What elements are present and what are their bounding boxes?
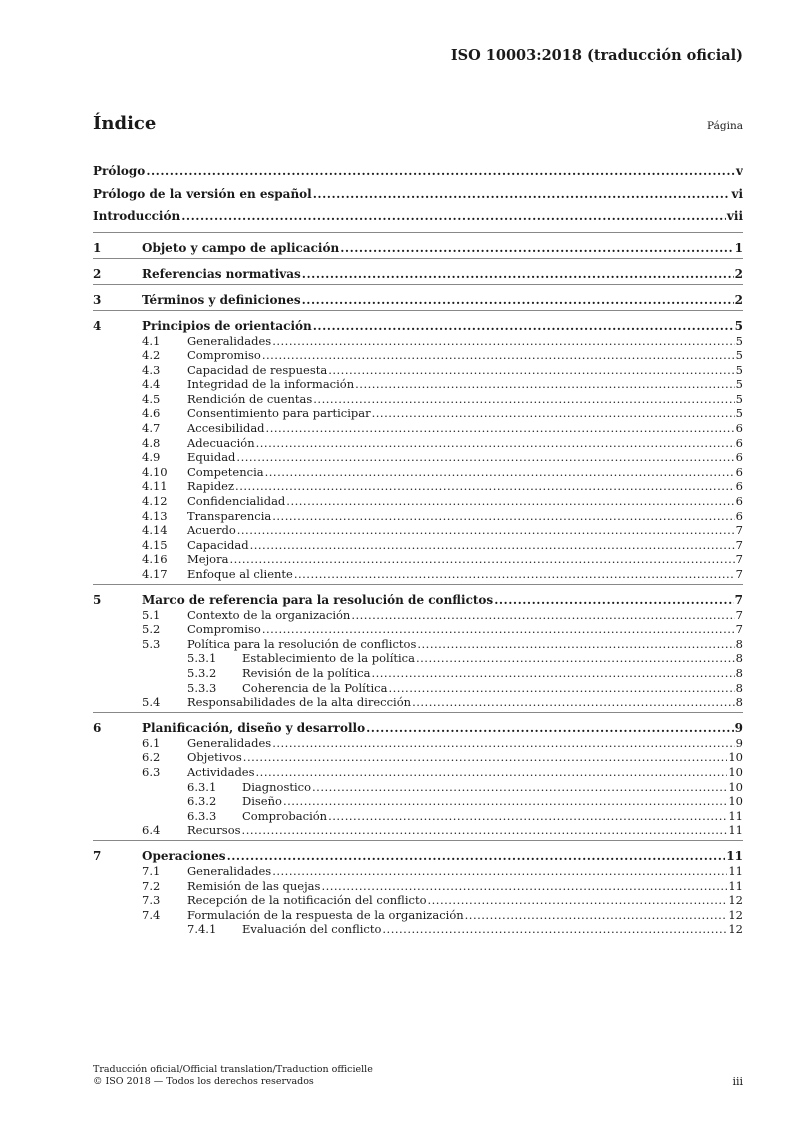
toc-entry[interactable] (93, 465, 743, 480)
toc-entry[interactable] (93, 608, 743, 623)
toc-entry-label: Equidad (187, 450, 236, 465)
toc-entry[interactable] (93, 241, 743, 256)
toc-entry-label: Contexto de la organización (187, 607, 351, 622)
toc-entry-page: 6 (735, 494, 743, 509)
dot-leader (321, 879, 727, 894)
toc-entry-page: 2 (734, 292, 743, 307)
dot-leader (417, 637, 734, 652)
toc-entry[interactable] (93, 823, 743, 838)
toc-entry-number: 1 (93, 240, 102, 255)
dot-leader (262, 622, 735, 637)
toc-entry-page: 8 (735, 636, 743, 651)
dot-leader (256, 765, 728, 780)
toc-entry-number: 5.3.3 (187, 680, 217, 695)
dot-leader (146, 164, 735, 179)
toc-entry-number: 6.3.2 (187, 794, 217, 809)
toc-entry-number: 6.3.3 (187, 808, 217, 823)
toc-entry-label: Coherencia de la Política (242, 680, 388, 695)
toc-entry[interactable] (93, 319, 743, 334)
toc-entry-label: Capacidad (187, 537, 249, 552)
toc-entry-number: 4.13 (142, 508, 168, 523)
toc-entry[interactable] (93, 450, 743, 465)
toc-entry-page: 7 (735, 607, 743, 622)
toc-entry[interactable] (93, 567, 743, 582)
toc-entry-page: 7 (735, 537, 743, 552)
toc-entry-page: 7 (735, 523, 743, 538)
toc-entry-page: 8 (735, 695, 743, 710)
toc-entry-page: 9 (735, 735, 743, 750)
toc-entry-page: 5 (735, 406, 743, 421)
dot-leader (313, 392, 734, 407)
dot-leader (465, 908, 728, 923)
dot-leader (294, 567, 735, 582)
toc-entry-number: 7.4 (142, 907, 161, 922)
toc-entry[interactable] (93, 392, 743, 407)
toc-entry-label: Responsabilidades de la alta dirección (187, 695, 412, 710)
toc-entry-label: Consentimiento para participar (187, 406, 371, 421)
toc-entry[interactable] (93, 494, 743, 509)
toc-entry-number: 7.3 (142, 893, 161, 908)
toc-entry-label: Diseño (242, 794, 282, 809)
toc-entry-label: Transparencia (187, 508, 272, 523)
toc-entry-number: 7 (93, 848, 102, 863)
dot-leader (229, 552, 734, 567)
toc-entry-page: 10 (728, 779, 743, 794)
toc-entry-number: 4.7 (142, 421, 161, 436)
section-divider (93, 258, 743, 259)
toc-entry-page: 8 (735, 651, 743, 666)
toc-entry[interactable] (93, 334, 743, 349)
toc-entry-label: Establecimiento de la política (242, 651, 415, 666)
toc-entry-label: Compromiso (187, 622, 261, 637)
toc-entry-number: 4.2 (142, 348, 161, 363)
toc-entry-number: 4.10 (142, 464, 168, 479)
toc-entry-page: 7 (735, 622, 743, 637)
toc-entry-number: 5.3.2 (187, 665, 217, 680)
toc-entry-page: 1 (734, 240, 743, 255)
toc-entry-label: Principios de orientación (142, 318, 312, 333)
toc-entry[interactable] (93, 908, 743, 923)
toc-entry-page: v (736, 164, 743, 178)
toc-entry-label: Objetivos (187, 750, 242, 765)
toc-entry-page: 5 (735, 333, 743, 348)
toc-entry-label: Compromiso (187, 348, 261, 363)
toc-entry-number: 4.3 (142, 362, 161, 377)
toc-entry-label: Actividades (187, 764, 255, 779)
dot-leader (181, 209, 726, 224)
toc-entry-number: 5.3 (142, 636, 161, 651)
toc-entry-page: 7 (735, 567, 743, 581)
toc-entry-page: 5 (735, 391, 743, 406)
toc-entry-label: Evaluación del conflicto (242, 922, 382, 937)
dot-leader (235, 479, 735, 494)
toc-entry[interactable] (93, 736, 743, 751)
toc-entry[interactable] (93, 436, 743, 451)
dot-leader (283, 794, 727, 809)
toc-entry-page: vi (731, 186, 743, 201)
dot-leader (328, 363, 734, 378)
toc-entry-number: 7.1 (142, 863, 161, 878)
toc-entry-number: 4.17 (142, 567, 168, 581)
toc-entry[interactable] (93, 421, 743, 436)
dot-leader (355, 377, 735, 392)
toc-entry-number: 7.2 (142, 878, 161, 893)
toc-entry-page: 10 (728, 764, 743, 779)
toc-entry[interactable] (93, 864, 743, 879)
dot-leader (237, 523, 735, 538)
dot-leader (313, 319, 734, 334)
toc-entry[interactable] (93, 538, 743, 553)
toc-entry-label: Referencias normativas (142, 266, 301, 281)
toc-entry-number: 5 (93, 592, 102, 607)
toc-entry-label: Rapidez (187, 479, 235, 494)
toc-entry-label: Diagnostico (242, 779, 312, 794)
toc-entry[interactable] (93, 681, 743, 696)
toc-entry-label: Recepción de la notificación del conflicto (187, 893, 427, 908)
toc-entry[interactable] (93, 695, 743, 710)
toc-entry-number: 4.1 (142, 333, 161, 348)
toc-entry-number: 4.4 (142, 377, 161, 392)
dot-leader (265, 465, 735, 480)
toc-entry-number: 3 (93, 292, 102, 307)
dot-leader (243, 750, 728, 765)
toc-entry-label: Política para la resolución de conflictos (187, 636, 417, 651)
toc-entry[interactable] (93, 348, 743, 363)
dot-leader (266, 421, 735, 436)
toc-entry-page: 7 (735, 552, 743, 567)
toc-entry-label: Marco de referencia para la resolución de conflictos (142, 592, 494, 607)
dot-leader (302, 267, 734, 282)
toc-entry-label: Introducción (93, 209, 181, 223)
toc-entry-page: 6 (735, 435, 743, 450)
toc-entry-number: 5.1 (142, 607, 161, 622)
section-divider (93, 310, 743, 311)
toc-entry-number: 4.8 (142, 435, 161, 450)
toc-entry-page: 11 (728, 863, 743, 878)
dot-leader (256, 436, 735, 451)
toc-entry[interactable] (93, 893, 743, 908)
toc-entry-page: 12 (728, 893, 743, 908)
toc-entry[interactable] (93, 593, 743, 608)
toc-entry-number: 4 (93, 318, 102, 333)
toc-entry-label: Integridad de la información (187, 377, 355, 392)
toc-entry-page: 6 (735, 450, 743, 465)
toc-entry-label: Confidencialidad (187, 494, 286, 509)
toc-entry-page: 5 (735, 362, 743, 377)
toc-entry-page: 6 (735, 508, 743, 523)
toc-entry-number: 6.1 (142, 735, 161, 750)
toc-entry-label: Términos y definiciones (142, 292, 301, 307)
toc-entry-number: 4.5 (142, 391, 161, 406)
toc-entry-number: 7.4.1 (187, 922, 217, 937)
toc-entry-page: 2 (734, 266, 743, 281)
dot-leader (250, 538, 735, 553)
toc-entry[interactable] (93, 809, 743, 824)
toc-entry-page: 5 (735, 348, 743, 363)
dot-leader (428, 893, 728, 908)
toc-entry[interactable] (93, 267, 743, 282)
toc-entry[interactable] (93, 622, 743, 637)
toc-entry[interactable] (93, 794, 743, 809)
dot-leader (328, 809, 727, 824)
toc-entry[interactable] (93, 721, 743, 736)
toc-entry-label: Planificación, diseño y desarrollo (142, 720, 366, 735)
dot-leader (416, 651, 735, 666)
page-number: iii (732, 1075, 743, 1088)
toc-entry-page: 8 (735, 680, 743, 695)
toc-entry-page: 12 (728, 922, 743, 937)
dot-leader (388, 681, 734, 696)
toc-entry-label: Operaciones (142, 848, 226, 863)
toc-entry-label: Mejora (187, 552, 229, 567)
section-divider (93, 712, 743, 713)
dot-leader (371, 666, 734, 681)
dot-leader (286, 494, 734, 509)
toc-entry-number: 6.3 (142, 764, 161, 779)
document-header: ISO 10003:2018 (traducción oficial) (450, 47, 743, 64)
toc-entry-page: 11 (726, 848, 743, 863)
dot-leader (372, 406, 735, 421)
toc-entry-number: 4.11 (142, 479, 168, 494)
toc-entry[interactable] (93, 509, 743, 524)
toc-entry-page: 12 (728, 907, 743, 922)
toc-entry[interactable] (93, 209, 743, 224)
dot-leader (242, 823, 728, 838)
toc-entry-page: 11 (728, 823, 743, 838)
toc-entry-page: 8 (735, 665, 743, 680)
toc-entry-label: Generalidades (187, 735, 272, 750)
toc-entry-page: 5 (735, 377, 743, 392)
toc-entry-label: Prólogo (93, 164, 146, 178)
toc-entry-page: 10 (728, 750, 743, 765)
dot-leader (302, 293, 734, 308)
toc-entry-number: 6.2 (142, 750, 161, 765)
toc-entry-page: 10 (728, 794, 743, 809)
toc-entry[interactable] (93, 293, 743, 308)
toc-entry-label: Generalidades (187, 863, 272, 878)
toc-entry-number: 4.6 (142, 406, 161, 421)
toc-entry[interactable] (93, 750, 743, 765)
toc-entry[interactable] (93, 164, 743, 179)
footer-copyright: © ISO 2018 — Todos los derechos reservados (93, 1076, 314, 1087)
toc-entry-number: 4.14 (142, 523, 168, 538)
toc-entry[interactable] (93, 922, 743, 937)
toc-entry-page: 6 (735, 464, 743, 479)
toc-entry[interactable] (93, 377, 743, 392)
toc-entry-label: Capacidad de respuesta (187, 362, 328, 377)
dot-leader (382, 922, 727, 937)
toc-entry-number: 4.15 (142, 537, 168, 552)
toc-entry-page: 5 (734, 318, 743, 333)
dot-leader (351, 608, 734, 623)
dot-leader (272, 509, 734, 524)
table-of-contents (93, 164, 743, 937)
toc-entry[interactable] (93, 479, 743, 494)
toc-entry[interactable] (93, 879, 743, 894)
toc-entry-number: 2 (93, 266, 102, 281)
toc-entry-label: Adecuación (187, 435, 255, 450)
dot-leader (412, 695, 735, 710)
toc-entry-number: 4.9 (142, 450, 161, 465)
toc-entry-label: Objeto y campo de aplicación (142, 240, 340, 255)
toc-entry-label: Formulación de la respuesta de la organización (187, 907, 464, 922)
toc-entry-number: 5.2 (142, 622, 161, 637)
toc-entry-label: Prólogo de la versión en español (93, 186, 312, 201)
toc-entry-label: Generalidades (187, 333, 272, 348)
toc-entry-label: Competencia (187, 464, 264, 479)
section-divider (93, 840, 743, 841)
toc-entry-number: 5.4 (142, 695, 161, 710)
toc-entry[interactable] (93, 363, 743, 378)
toc-entry[interactable] (93, 666, 743, 681)
toc-entry-number: 4.16 (142, 552, 168, 567)
section-divider (93, 232, 743, 233)
toc-entry-label: Comprobación (242, 808, 328, 823)
section-divider (93, 284, 743, 285)
dot-leader (227, 849, 726, 864)
toc-entry-label: Revisión de la política (242, 665, 371, 680)
toc-entry[interactable] (93, 637, 743, 652)
toc-entry-page: 11 (728, 808, 743, 823)
dot-leader (236, 450, 734, 465)
toc-entry-number: 5.3.1 (187, 651, 217, 666)
toc-entry-page: vii (726, 209, 743, 223)
toc-entry[interactable] (93, 780, 743, 795)
page-column-label: Página (707, 120, 743, 132)
dot-leader (494, 593, 733, 608)
footer-translation-note: Traducción oficial/Official translation/Traduction officielle (93, 1064, 373, 1075)
toc-entry-number: 6.3.1 (187, 779, 217, 794)
toc-entry-label: Remisión de las quejas (187, 878, 321, 893)
toc-entry[interactable] (93, 406, 743, 421)
section-divider (93, 584, 743, 585)
toc-entry-number: 6.4 (142, 823, 161, 838)
footer (93, 1064, 373, 1088)
toc-entry-number: 4.12 (142, 494, 168, 509)
toc-entry-label: Acuerdo (187, 523, 236, 538)
dot-leader (262, 348, 735, 363)
page-title: Índice (93, 113, 157, 134)
dot-leader (272, 334, 734, 349)
toc-entry-label: Recursos (187, 823, 241, 838)
toc-entry-label: Rendición de cuentas (187, 391, 313, 406)
dot-leader (272, 864, 727, 879)
toc-entry-page: 9 (734, 720, 743, 735)
toc-entry[interactable] (93, 523, 743, 538)
toc-entry-page: 7 (734, 592, 743, 607)
toc-entry-number: 6 (93, 720, 102, 735)
dot-leader (313, 187, 731, 202)
toc-entry-label: Enfoque al cliente (187, 567, 293, 581)
dot-leader (366, 721, 734, 736)
dot-leader (272, 736, 734, 751)
toc-entry-page: 11 (728, 878, 743, 893)
toc-entry-page: 6 (735, 479, 743, 494)
toc-entry[interactable] (93, 651, 743, 666)
dot-leader (340, 241, 733, 256)
toc-entry[interactable] (93, 187, 743, 202)
toc-entry[interactable] (93, 552, 743, 567)
toc-entry-page: 6 (735, 421, 743, 436)
toc-entry[interactable] (93, 849, 743, 864)
toc-entry[interactable] (93, 765, 743, 780)
toc-entry-label: Accesibilidad (187, 421, 265, 436)
dot-leader (312, 780, 727, 795)
